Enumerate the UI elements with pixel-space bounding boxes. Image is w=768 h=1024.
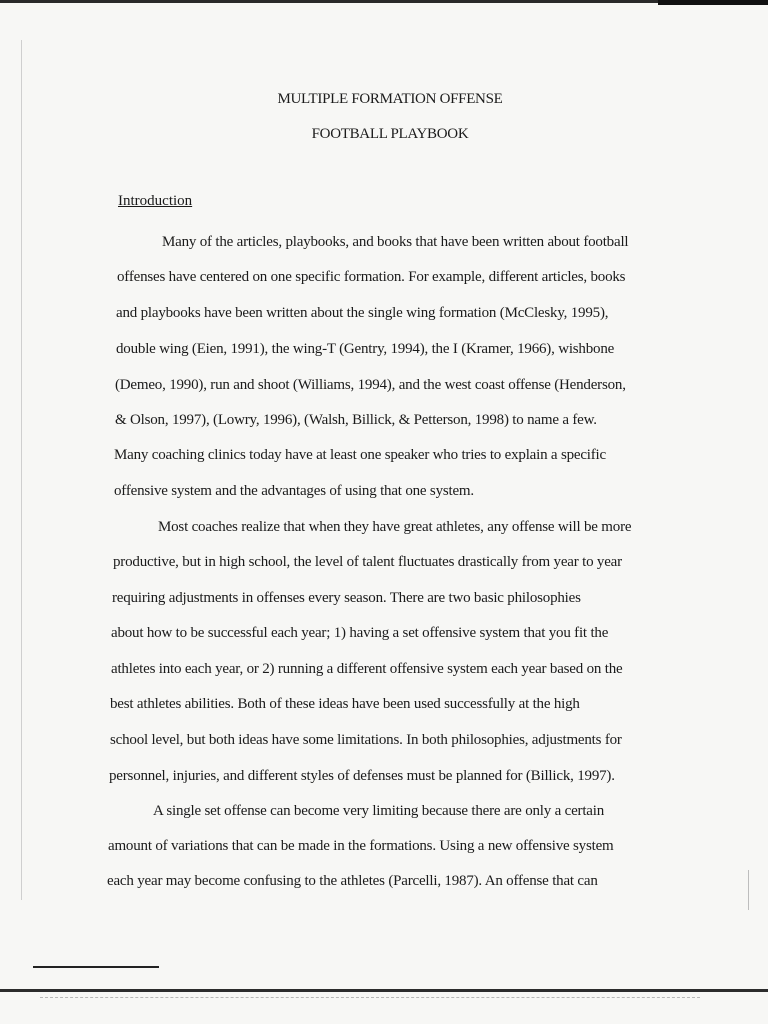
body-line: personnel, injuries, and different styles of defenses must be planned for (Billick, 1997). (109, 768, 615, 784)
scan-footnote-rule (33, 966, 159, 968)
body-line: requiring adjustments in offenses every season. There are two basic philosophies (112, 590, 581, 606)
body-line: double wing (Eien, 1991), the wing-T (Gentry, 1994), the I (Kramer, 1966), wishbone (116, 341, 615, 357)
body-line: Many coaching clinics today have at least one speaker who tries to explain a specific (114, 447, 606, 463)
body-line: A single set offense can become very limiting because there are only a certain (153, 803, 605, 819)
body-line: productive, but in high school, the level of talent fluctuates drastically from year to year (113, 554, 622, 570)
body-line: and playbooks have been written about the single wing formation (McClesky, 1995), (116, 305, 609, 321)
body-line: offenses have centered on one specific formation. For example, different articles, books (117, 269, 626, 285)
body-line: school level, but both ideas have some limitations. In both philosophies, adjustments for (110, 732, 622, 748)
body-line: Most coaches realize that when they have great athletes, any offense will be more (158, 519, 632, 535)
scan-margin-mark (748, 870, 749, 910)
scan-edge-bottom (0, 989, 768, 992)
scan-edge-top-right (658, 0, 768, 5)
body-line: about how to be successful each year; 1) having a set offensive system that you fit the (111, 625, 609, 641)
body-line: & Olson, 1997), (Lowry, 1996), (Walsh, Billick, & Petterson, 1998) to name a few. (115, 412, 597, 428)
scan-margin-line (21, 40, 22, 900)
body-line: best athletes abilities. Both of these ideas have been used successfully at the high (110, 696, 580, 712)
body-line: Many of the articles, playbooks, and books that have been written about football (162, 234, 629, 250)
section-heading: Introduction (118, 193, 193, 209)
scan-edge-top (0, 0, 768, 3)
body-line: (Demeo, 1990), run and shoot (Williams, 1994), and the west coast offense (Henderson, (115, 377, 626, 393)
body-line: offensive system and the advantages of using that one system. (114, 483, 474, 499)
document-subtitle: FOOTBALL PLAYBOOK (311, 126, 469, 142)
document-title: MULTIPLE FORMATION OFFENSE (277, 91, 503, 107)
scan-edge-bottom-dash (40, 997, 700, 998)
body-line: amount of variations that can be made in the formations. Using a new offensive system (108, 838, 614, 854)
body-line: athletes into each year, or 2) running a different offensive system each year based on the (111, 661, 623, 677)
body-line: each year may become confusing to the athletes (Parcelli, 1987). An offense that can (107, 873, 598, 889)
